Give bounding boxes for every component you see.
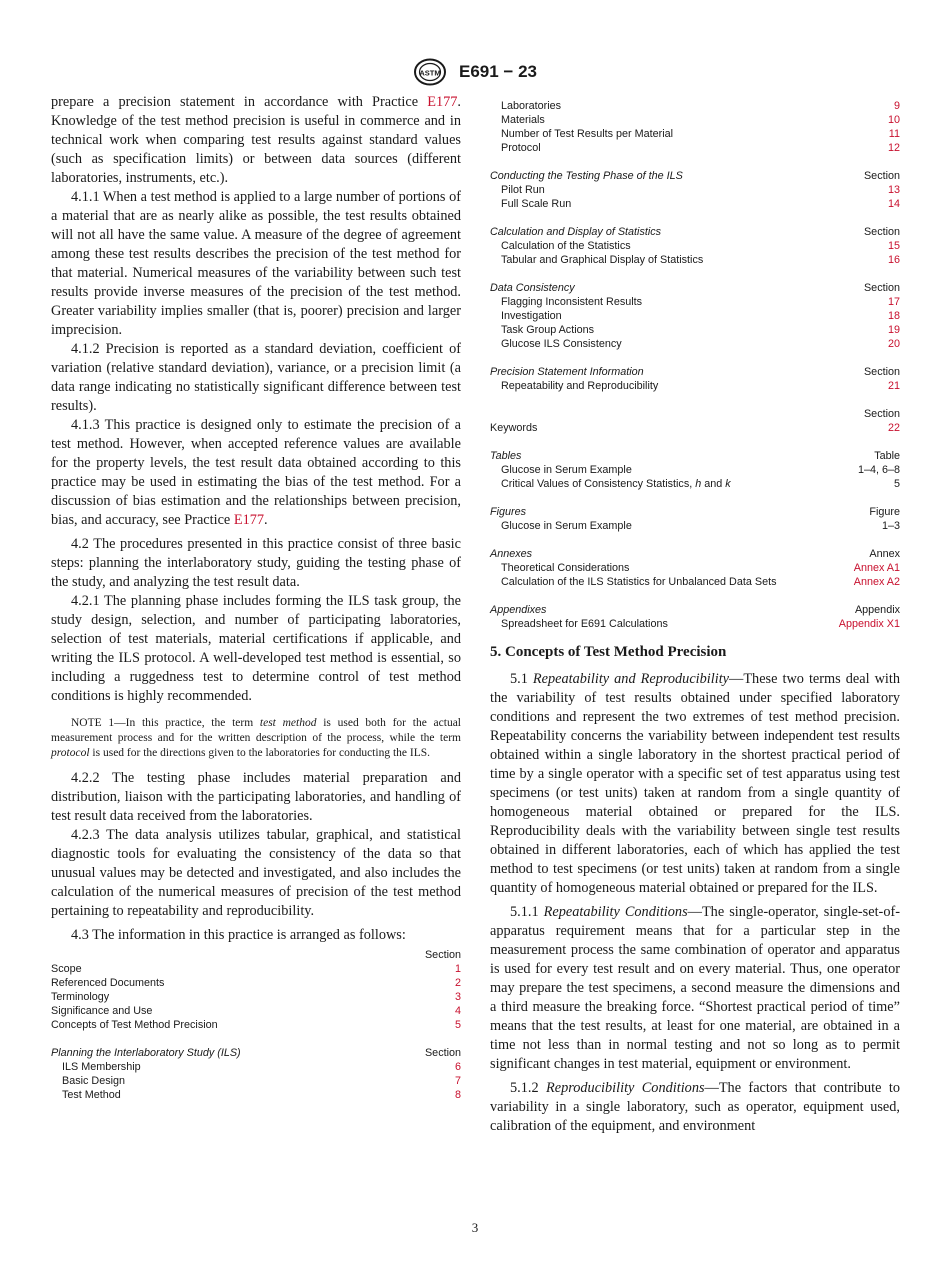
toc-row[interactable]: Calculation of the Statistics 15 — [501, 240, 900, 252]
toc-row[interactable]: Keywords 22 — [490, 422, 900, 434]
toc-row: Critical Values of Consistency Statistics, h and k 5 — [501, 478, 900, 490]
toc-row[interactable]: Flagging Inconsistent Results 17 — [501, 296, 900, 308]
toc-row[interactable]: Laboratories 9 — [501, 100, 900, 112]
toc-row[interactable]: ILS Membership 6 — [62, 1061, 461, 1073]
toc-row[interactable]: Concepts of Test Method Precision 5 — [51, 1019, 461, 1031]
toc-row[interactable]: Full Scale Run 14 — [501, 198, 900, 210]
paragraph-4-2-3: 4.2.3 The data analysis utilizes tabular, graphical, and statistical diagnostic tools for evaluating the consistency of the data so that unusual values may be detected and investigated, and also includes the calculation of the numerical measures of precision of the test method pertaining to repeatability and reproducibility. — [51, 827, 461, 919]
paragraph-5-1-1: 5.1.1 Repeatability Conditions—The single-operator, single-set-of-apparatus requirement means that for a particular step in the measurement process the same combination of operator and apparatus is used for every test result and on every material. Thus, one operator may prepare the test specimens, a second measure the dimensions and a third measure the breaking force. “Shortest practical period of time” means that the test results, at least for one material, are obtained in a time not less than in normal testing and not so long as to permit significant changes in test material, equipment or environment. — [490, 904, 900, 1072]
toc-row[interactable]: Theoretical Considerations Annex A1 — [501, 562, 900, 574]
toc-row[interactable]: Terminology 3 — [51, 991, 461, 1003]
toc-row[interactable]: Spreadsheet for E691 Calculations Appendix X1 — [501, 618, 900, 630]
paragraph-4-3: 4.3 The information in this practice is arranged as follows: — [71, 927, 406, 943]
paragraph-5-1-2: 5.1.2 Reproducibility Conditions—The factors that contribute to variability in a single laboratory, such as operator, equipment used, calibration of the equipment, and environment — [490, 1080, 900, 1134]
toc-row[interactable]: Referenced Documents 2 — [51, 977, 461, 989]
toc-list-main: Section Scope 1 Referenced Documents 2 Terminology 3 Significance and Use 4 Concepts of Test Method Precision 5 Planning the Interlaboratory Study (ILS) Section ILS Membership 6 Basic Design 7 Test Method 8 — [51, 949, 461, 1101]
standard-designation: E691 − 23 — [459, 62, 537, 81]
toc-row[interactable]: Glucose ILS Consistency 20 — [501, 338, 900, 350]
toc-row[interactable]: Significance and Use 4 — [51, 1005, 461, 1017]
toc-row[interactable]: Scope 1 — [51, 963, 461, 975]
paragraph-4-2: 4.2 The procedures presented in this practice consist of three basic steps: planning the interlaboratory study, guiding the testing phase of the study, and analyzing the test result data. — [51, 536, 461, 590]
toc-row: Glucose in Serum Example 1–3 — [501, 520, 900, 532]
toc-row[interactable]: Materials 10 — [501, 114, 900, 126]
e177-link[interactable]: E177 — [233, 512, 265, 528]
section-5-heading: 5. Concepts of Test Method Precision — [490, 644, 727, 660]
svg-text:ASTM: ASTM — [419, 68, 441, 78]
astm-logo-icon — [413, 58, 447, 86]
toc-row[interactable]: Basic Design 7 — [62, 1075, 461, 1087]
toc-row[interactable]: Number of Test Results per Material 11 — [501, 128, 900, 140]
note-1: NOTE 1—In this practice, the term test method is used both for the actual measurement process and for the written description of the process, while the term protocol is used for the directions given to the laboratories for conducting the ILS. — [51, 717, 461, 759]
left-column — [51, 93, 461, 1102]
paragraph-4-1-cont: prepare a precision statement in accordance with Practice E177. Knowledge of the test method precision is useful in commerce and in technical work when comparing test results against standard values (such as specification limits) or between data sources (different laboratories, instruments, etc.). — [51, 94, 461, 186]
toc-row[interactable]: Pilot Run 13 — [501, 184, 900, 196]
page-header — [0, 58, 950, 86]
paragraph-4-2-2: 4.2.2 The testing phase includes material preparation and distribution, liaison with the participating laboratories, and handling of test result data received from the laboratories. — [51, 770, 461, 824]
toc-list-continued: Laboratories 9 Materials 10 Number of Test Results per Material 11 Protocol 12 Conducting the Testing Phase of the ILS Section Pilot Run 13 Full Scale Run 14 Calculation and Display of Statistics Section Calculation of the Statistics 15 Tabular and Graphical Display of Statistics 16 Data Consistency Section Flagging Inconsistent Results 17 Investigation 18 Task Group Actions 19 Glucose ILS Consistency 20 Precision Statement Information Section Repeatability and Reproducibility 21 Section Keywords 22 Tables Table Glucose in Serum Example 1–4, 6–8 Critical Values of Consistency Statistics, h and k 5 Figures Figure Glucose in Serum Example 1–3 Annexes Annex Theoretical Considerations Annex A1 Calculation of the ILS Statistics for Unbalanced Data Sets Annex A2 Appendixes Appendix Spreadsheet for E691 Calculations Appendix X1 — [490, 100, 900, 630]
toc-row: Glucose in Serum Example 1–4, 6–8 — [501, 464, 900, 476]
toc-row[interactable]: Investigation 18 — [501, 310, 900, 322]
paragraph-4-1-3: 4.1.3 This practice is designed only to estimate the precision of a test method. However, when accepted reference values are available for the property levels, the test result data obtained according to this practice may be used in estimating the bias of the test method. For a discussion of bias estimation and the relationships between precision, bias, and accuracy, see Practice E177. — [51, 417, 461, 528]
paragraph-4-1-1: 4.1.1 When a test method is applied to a large number of portions of a material that are as nearly alike as possible, the test results obtained will not all have the same value. A measure of the degree of agreement among these test results describes the precision of the test method for that material. Numerical measures of the variability between such test results provide inverse measures of the precision of the test method. Greater variability implies smaller (that is, poorer) precision and larger imprecision. — [51, 189, 461, 338]
e177-link[interactable]: E177 — [427, 94, 458, 110]
paragraph-4-2-1: 4.2.1 The planning phase includes forming the ILS task group, the study design, selection, and number of participating laboratories, selection of test materials, material certifications if applicable, and writing the ILS protocol. A well-developed test method is essential, so including a ruggedness test to determine control of test method conditions is highly recommended. — [51, 593, 461, 704]
paragraph-5-1: 5.1 Repeatability and Reproducibility—These two terms deal with the variability of test results obtained under specified laboratory conditions and represent the two extremes of test method precision. Repeatability concerns the variability between independent test results obtained within a single laboratory in the shortest practical period of time by a single operator with a specific set of test apparatus using test specimens (or test units) taken at random from a single quantity of homogeneous material obtained or prepared for the ILS. Reproducibility deals with the variability between single test results obtained in different laboratories, each of which has applied the test method to test specimens (or test units) taken at random from a single quantity of homogeneous material obtained or prepared for the ILS. — [490, 671, 900, 896]
right-column — [490, 99, 900, 1136]
paragraph-4-1-2: 4.1.2 Precision is reported as a standard deviation, coefficient of variation (relative standard deviation), variance, or a precision limit (a data range indicating no statistically significant difference between test results). — [51, 341, 461, 414]
toc-row[interactable]: Calculation of the ILS Statistics for Unbalanced Data Sets Annex A2 — [501, 576, 900, 588]
page-number: 3 — [471, 1220, 479, 1235]
toc-row[interactable]: Protocol 12 — [501, 142, 900, 154]
toc-row[interactable]: Repeatability and Reproducibility 21 — [501, 380, 900, 392]
toc-row[interactable]: Tabular and Graphical Display of Statistics 16 — [501, 254, 900, 266]
toc-row[interactable]: Task Group Actions 19 — [501, 324, 900, 336]
toc-row[interactable]: Test Method 8 — [62, 1089, 461, 1101]
